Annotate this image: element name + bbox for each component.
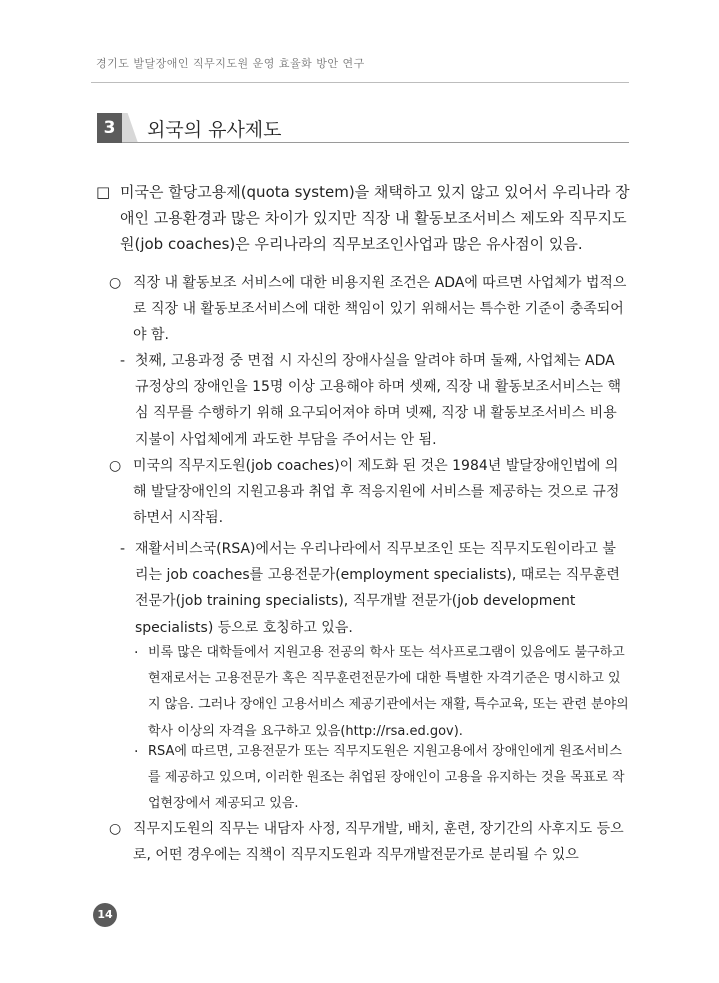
header-rule <box>91 82 629 83</box>
dot-bullet-marker: · <box>134 744 139 760</box>
section-tab-decoration <box>122 113 138 143</box>
running-header: 경기도 발달장애인 직무지도원 운영 효율화 방안 연구 <box>96 57 365 70</box>
dash-bullet-marker: - <box>120 353 126 369</box>
paragraph-job-coach-duties: 직무지도원의 직무는 내담자 사정, 직무개발, 배치, 훈련, 장기간의 사후지도 등으로, 어떤 경우에는 직책이 직무지도원과 직무개발전문가로 분리될 수 있으 <box>133 821 624 864</box>
circle-bullet-marker: ○ <box>109 275 122 291</box>
paragraph-conditions-list: 첫째, 고용과정 중 면접 시 자신의 장애사실을 알려야 하며 둘째, 사업체는 ADA 규정상의 장애인을 15명 이상 고용해야 하며 셋째, 직장 내 활동보조서비스는 핵심 직무를 수행하기 위해 요구되어져야 하며 넷째, 직장 내 활동보조서비스 비용지불이 사업체에게 과도한 부담을 주어서는 안 됨. <box>135 353 622 448</box>
section-underline <box>122 142 629 143</box>
dash-bullet-marker: - <box>120 541 126 557</box>
paragraph-rsa-services: RSA에 따르면, 고용전문가 또는 직무지도원은 지원고용에서 장애인에게 원조서비스를 제공하고 있으며, 이러한 원조는 취업된 장애인이 고용을 유지하는 것을 목표로 작업현장에서 제공되고 있음. <box>148 744 625 812</box>
circle-bullet-marker: ○ <box>109 458 122 474</box>
section-title: 외국의 유사제도 <box>147 119 282 141</box>
section-number: 3 <box>97 113 122 143</box>
paragraph-rsa-titles: 재활서비스국(RSA)에서는 우리나라에서 직무보조인 또는 직무지도원이라고 불리는 job coaches를 고용전문가(employment specialists), 때로는 직무훈련 전문가(job training specialists), 직무개발 전문가(job development specialists) 등으로 호칭하고 있음. <box>135 541 620 636</box>
paragraph-qualifications: 비록 많은 대학들에서 지원고용 전공의 학사 또는 석사프로그램이 있음에도 불구하고 현재로서는 고용전문가 혹은 직무훈련전문가에 대한 특별한 자격기준은 명시하고 있지 않음. 그러나 장애인 고용서비스 제공기관에서는 재활, 특수교육, 또는 관련 분야의 학사 이상의 자격을 요구하고 있음(http://rsa.ed.gov). <box>148 645 629 739</box>
paragraph-support-conditions: 직장 내 활동보조 서비스에 대한 비용지원 조건은 ADA에 따르면 사업체가 법적으로 직장 내 활동보조서비스에 대한 책임이 있기 위해서는 특수한 기준이 충족되어야 함. <box>133 275 627 344</box>
circle-bullet-marker: ○ <box>109 821 122 837</box>
page-number: 14 <box>93 903 117 927</box>
main-paragraph: 미국은 할당고용제(quota system)을 채택하고 있지 않고 있어서 우리나라 장애인 고용환경과 많은 차이가 있지만 직장 내 활동보조서비스 제도와 직무지도원(job coaches)은 우리나라의 직무보조인사업과 많은 유사점이 있음. <box>120 183 630 254</box>
square-bullet-marker: □ <box>96 183 111 201</box>
paragraph-job-coach-history: 미국의 직무지도원(job coaches)이 제도화 된 것은 1984년 발달장애인법에 의해 발달장애인의 지원고용과 취업 후 적응지원에 서비스를 제공하는 것으로 규정하면서 시작됨. <box>133 458 620 527</box>
dot-bullet-marker: · <box>134 645 139 661</box>
section-heading <box>97 113 629 143</box>
